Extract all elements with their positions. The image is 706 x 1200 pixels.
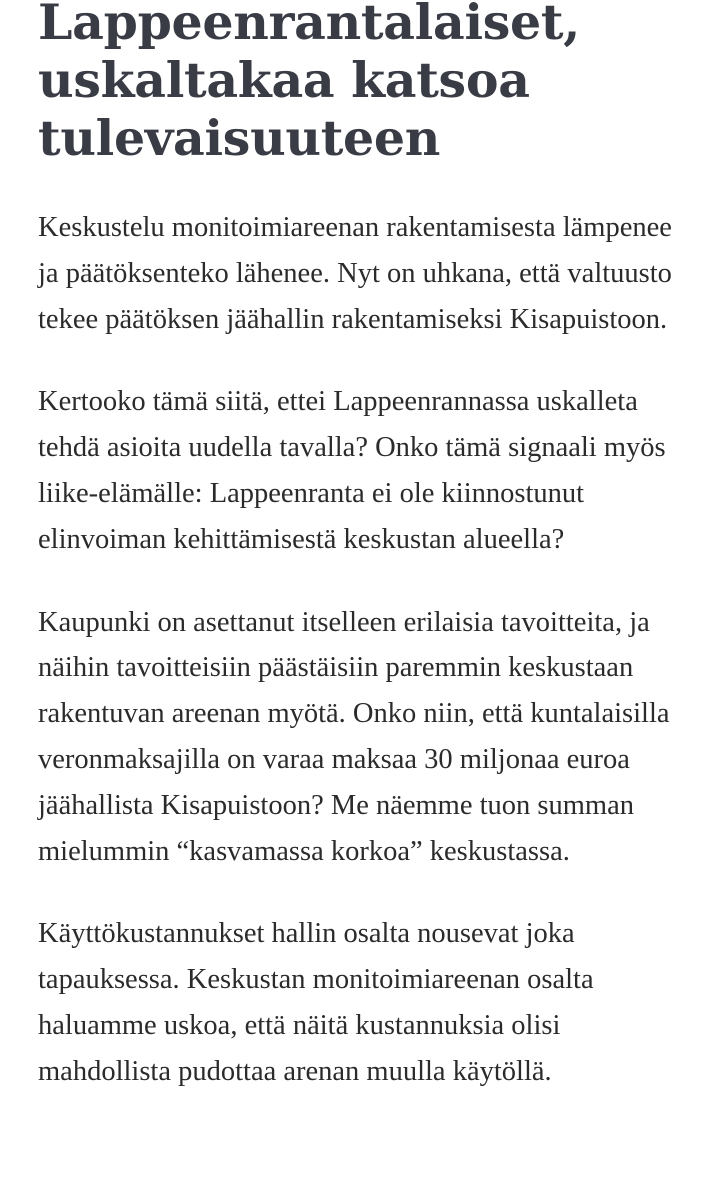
article-paragraph-2: Kertooko tämä siitä, ettei Lappeenrannassa uskalleta tehdä asioita uudella tavalla? Onko tämä signaali myös liike-elämälle: Lappeenranta ei ole kiinnostunut elinvoiman kehittämisestä keskustan alueella?: [38, 386, 666, 555]
article-body: [38, 205, 678, 1095]
article-paragraph-3: Kaupunki on asettanut itselleen erilaisia tavoitteita, ja näihin tavoitteisiin päästäisiin paremmin keskustaan rakentuvan areenan myötä. Onko niin, että kuntalaisilla veronmaksajilla on varaa maksaa 30 miljonaa euroa jäähallista Kisapuistoon? Me näemme tuon summan mielummin “kasvamassa korkoa” keskustassa.: [38, 606, 670, 867]
article: [38, 0, 678, 1095]
article-headline: Lappeenrantalaiset, uskaltakaa katsoa tulevaisuuteen: [38, 0, 581, 167]
article-paragraph-4: Käyttökustannukset hallin osalta nousevat joka tapauksessa. Keskustan monitoimiareenan osalta haluamme uskoa, että näitä kustannuksia olisi mahdollista pudottaa arenan muulla käytöllä.: [38, 918, 594, 1087]
article-paragraph-1: Keskustelu monitoimiareenan rakentamisesta lämpenee ja päätöksenteko lähenee. Nyt on uhkana, että valtuusto tekee päätöksen jäähallin rakentamiseksi Kisapuistoon.: [38, 212, 672, 335]
